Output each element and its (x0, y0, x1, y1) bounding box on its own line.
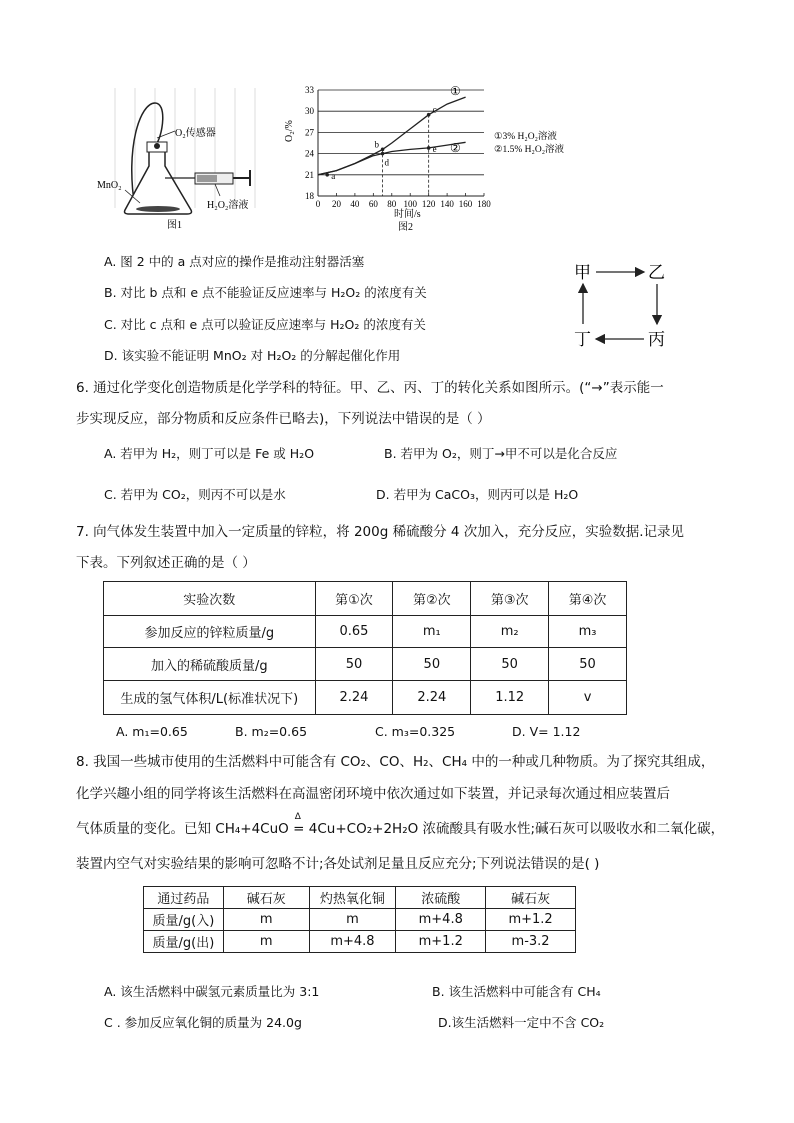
y-tick-label: 21 (305, 169, 314, 180)
node-jia: 甲 (574, 263, 591, 282)
q7-header-cell: 第③次 (471, 582, 549, 616)
figure1-caption: 图1 (167, 220, 182, 231)
q8-cell: m (223, 909, 309, 931)
q7-cell: v (549, 681, 627, 715)
q8-cell: m+1.2 (396, 931, 486, 953)
q7-cell: 50 (549, 648, 627, 681)
q7-cell: 50 (393, 648, 471, 681)
q8-option-a[interactable]: A. 该生活燃料中碳氢元素质量比为 3:1 (104, 984, 320, 999)
q6-stem-line2: 步实现反应，部分物质和反应条件已略去)，下列说法中错误的是（ ） (76, 411, 491, 427)
point-d (381, 152, 385, 156)
curve2-marker: ② (450, 141, 461, 155)
point-a (325, 173, 329, 177)
q8-stem-line4: 装置内空气对实验结果的影响可忽略不计;各处试剂足量且反应充分;下列说法错误的是( ) (76, 856, 600, 872)
x-axis-label: 时间/s (394, 209, 421, 220)
point-label-c: c (432, 104, 437, 115)
figure1-apparatus (95, 88, 275, 233)
figure2-caption: 图2 (398, 222, 413, 233)
q8-header-cell: 通过药品 (144, 887, 224, 909)
point-label-e: e (432, 143, 437, 154)
x-tick-label: 120 (421, 199, 436, 209)
x-tick-label: 20 (331, 199, 341, 209)
mno2-powder (136, 206, 180, 212)
point-b (381, 148, 385, 152)
q7-cell: 1.12 (471, 681, 549, 715)
q6-option-a[interactable]: A. 若甲为 H₂，则丁可以是 Fe 或 H₂O (104, 446, 315, 461)
q8-option-c[interactable]: C . 参加反应氧化铜的质量为 24.0g (104, 1015, 302, 1030)
heat-symbol: Δ (294, 812, 301, 822)
node-ding: 丁 (574, 330, 591, 349)
q7-header-cell: 第②次 (393, 582, 471, 616)
sensor-label: O₂传感器 (175, 128, 216, 139)
q7-option-c[interactable]: C. m₃=0.325 (375, 724, 456, 739)
x-tick-label: 140 (440, 199, 454, 209)
legend-series-2: ②1.5% H₂O₂溶液 (494, 145, 565, 155)
q7-cell: 生成的氢气体积/L(标准状况下) (104, 681, 316, 715)
q8-option-b[interactable]: B. 该生活燃料中可能含有 CH₄ (432, 984, 601, 999)
legend-series-1: ①3% H₂O₂溶液 (494, 132, 557, 142)
y-tick-label: 33 (305, 85, 314, 95)
q8-header-cell: 灼热氧化铜 (309, 887, 396, 909)
q6-option-c[interactable]: C. 若甲为 CO₂，则丙不可以是水 (104, 487, 286, 502)
x-tick-label: 100 (403, 199, 417, 209)
y-tick-label: 24 (305, 148, 314, 159)
q7-cell: m₃ (549, 616, 627, 648)
q8-cell: 质量/g(入) (144, 909, 224, 931)
y-tick-label: 18 (305, 191, 314, 201)
q7-option-d[interactable]: D. V= 1.12 (512, 724, 581, 739)
q7-option-b[interactable]: B. m₂=0.65 (235, 724, 308, 739)
x-tick-label: 40 (350, 199, 360, 209)
point-label-b: b (374, 139, 380, 150)
q8-cell: 质量/g(出) (144, 931, 224, 953)
q8-header-cell: 碱石灰 (486, 887, 576, 909)
y-axis-label: O₂/% (284, 120, 295, 142)
q5-option-d[interactable]: D. 该实验不能证明 MnO₂ 对 H₂O₂ 的分解起催化作用 (104, 348, 401, 363)
q8-header-cell: 浓硫酸 (396, 887, 486, 909)
q5-option-a[interactable]: A. 图 2 中的 a 点对应的操作是推动注射器活塞 (104, 254, 365, 269)
q8-cell: m-3.2 (486, 931, 576, 953)
q5-option-b[interactable]: B. 对比 b 点和 e 点不能验证反应速率与 H₂O₂ 的浓度有关 (104, 285, 427, 300)
q7-cell: 加入的稀硫酸质量/g (104, 648, 316, 681)
node-bing: 丙 (648, 330, 665, 349)
point-label-a: a (331, 170, 336, 181)
point-c (427, 113, 431, 117)
q5-option-c[interactable]: C. 对比 c 点和 e 点可以验证反应速率与 H₂O₂ 的浓度有关 (104, 317, 426, 332)
q6-option-b[interactable]: B. 若甲为 O₂，则丁→甲不可以是化合反应 (384, 446, 618, 461)
transformation-diagram (568, 258, 678, 350)
q7-header-cell: 第④次 (549, 582, 627, 616)
x-tick-label: 60 (368, 199, 378, 209)
node-yi: 乙 (648, 263, 665, 282)
q6-stem-line1: 6. 通过化学变化创造物质是化学学科的特征。甲、乙、丙、丁的转化关系如图所示。(“→”表示能一 (76, 380, 664, 396)
q7-cell: 0.65 (315, 616, 393, 648)
x-tick-label: 0 (315, 199, 321, 209)
x-tick-label: 160 (458, 199, 473, 209)
q7-cell: m₁ (393, 616, 471, 648)
h2o2-label: H₂O₂溶液 (207, 200, 249, 211)
q8-cell: m+4.8 (309, 931, 396, 953)
q8-stem-line1: 8. 我国一些城市使用的生活燃料中可能含有 CO₂、CO、H₂、CH₄ 中的一种或几种物质。为了探究其组成， (76, 754, 715, 770)
q8-stem3-pre: 气体质量的变化。已知 CH₄+4CuO (76, 821, 289, 837)
q8-data-table (143, 886, 576, 953)
point-label-d: d (384, 157, 390, 168)
point-e (427, 146, 431, 150)
q7-cell: 50 (315, 648, 393, 681)
series-line-2 (318, 142, 466, 175)
q8-cell: m+4.8 (396, 909, 486, 931)
q8-cell: m (223, 931, 309, 953)
series-line-1 (318, 97, 466, 175)
q8-option-d[interactable]: D.该生活燃料一定中不含 CO₂ (438, 1015, 605, 1030)
q7-cell: m₂ (471, 616, 549, 648)
q7-option-a[interactable]: A. m₁=0.65 (116, 724, 188, 739)
q7-cell: 2.24 (393, 681, 471, 715)
q7-cell: 2.24 (315, 681, 393, 715)
figure2-chart (282, 82, 592, 234)
q8-header-cell: 碱石灰 (223, 887, 309, 909)
q7-header-cell: 第①次 (315, 582, 393, 616)
q8-stem3-post: 4Cu+CO₂+2H₂O 浓硫酸具有吸水性;碱石灰可以吸收水和二氧化碳， (308, 821, 725, 837)
y-tick-label: 30 (305, 106, 314, 117)
q6-option-d[interactable]: D. 若甲为 CaCO₃，则丙可以是 H₂O (376, 487, 579, 502)
q8-stem-line3 (76, 812, 725, 837)
q7-cell: 参加反应的锌粒质量/g (104, 616, 316, 648)
y-tick-label: 27 (305, 127, 314, 138)
curve1-marker: ① (450, 84, 461, 98)
equation-arrow: = Δ (293, 812, 305, 837)
x-tick-label: 180 (477, 199, 491, 209)
q7-data-table (103, 581, 627, 715)
q8-stem-line2: 化学兴趣小组的同学将该生活燃料在高温密闭环境中依次通过如下装置，并记录每次通过相应装置后 (76, 786, 670, 802)
q7-cell: 50 (471, 648, 549, 681)
x-tick-label: 80 (387, 199, 397, 209)
q7-stem-line1: 7. 向气体发生装置中加入一定质量的锌粒，将 200g 稀硫酸分 4 次加入，充分反应，实验数据.记录见 (76, 524, 685, 540)
q8-cell: m (309, 909, 396, 931)
mno2-label: MnO₂ (97, 180, 122, 191)
q7-stem-line2: 下表。下列叙述正确的是（ ） (76, 555, 256, 571)
q7-header-cell: 实验次数 (104, 582, 316, 616)
q8-cell: m+1.2 (486, 909, 576, 931)
